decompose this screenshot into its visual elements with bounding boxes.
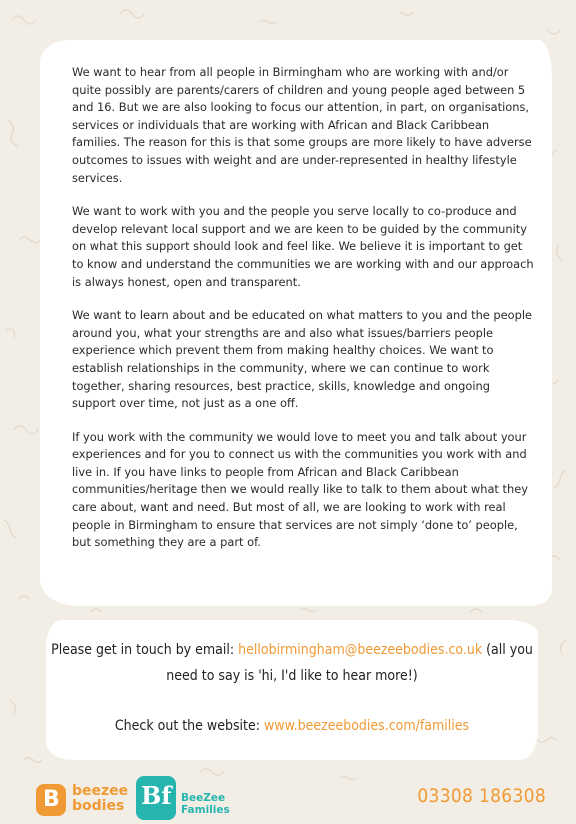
website-link[interactable]: www.beezeebodies.com/families [263,718,470,734]
beezee-bodies-mark: B [36,784,66,816]
beezee-families-logo [136,776,256,820]
email-line-2: need to say is 'hi, I'd like to hear more!) [166,668,418,684]
website-line [46,718,538,734]
email-suffix: (all you [482,642,533,658]
contact-card [46,620,538,760]
paragraph-intro: We want to hear from all people in Birmingham who are working with and/or quite possibly are parents/carers of children and young people aged between 5 and 16. But we are also looking to focus our attention, in part, on organisations, services or individuals that are working with African and Black Caribbean families. The reason for this is that some groups are more likely to have adverse outcomes to issues with weight and are under-represented in healthy lifestyle services. [72,65,532,185]
email-prefix: Please get in touch by email: [51,642,239,658]
body-text [72,64,534,568]
paragraph-community: If you work with the community we would love to meet you and talk about your experiences and for you to connect us with the communities you work with and live in. If you have links to people from African and Black Caribbean communities/heritage then we would really like to talk to them about what they care about, want and need. But most of all, we are looking to work with real people in Birmingham to ensure that services are not simply ‘done to’ people, but something they are a part of. [72,429,528,550]
beezee-families-mark: Bf [136,776,176,820]
beezee-bodies-logo [36,784,136,816]
phone-number[interactable]: 03308 186308 [417,785,546,807]
website-prefix: Check out the website: [114,718,264,734]
beezee-bodies-wordmark: beezee bodies [72,783,129,814]
beezee-families-wordmark: BeeZee Families [181,792,230,816]
paragraph-learn: We want to learn about and be educated on what matters to you and the people around you, what your strengths are and also what issues/barriers people experience which prevent them from making healthy choices. We want to establish relationships in the community, where we can continue to work together, sharing resources, best practice, skills, knowledge and ongoing support over time, not just as a one off. [72,308,533,411]
email-link[interactable]: hellobirmingham@beezeebodies.co.uk [238,642,483,658]
paragraph-co-produce: We want to work with you and the people you serve locally to co-produce and develop relevant local support and we are keen to be guided by the community on what this support should look and feel like. We believe it is important to get to know and understand the communities we are working with and our approach is always honest, open and transparent. [72,204,534,289]
email-line [46,642,538,658]
